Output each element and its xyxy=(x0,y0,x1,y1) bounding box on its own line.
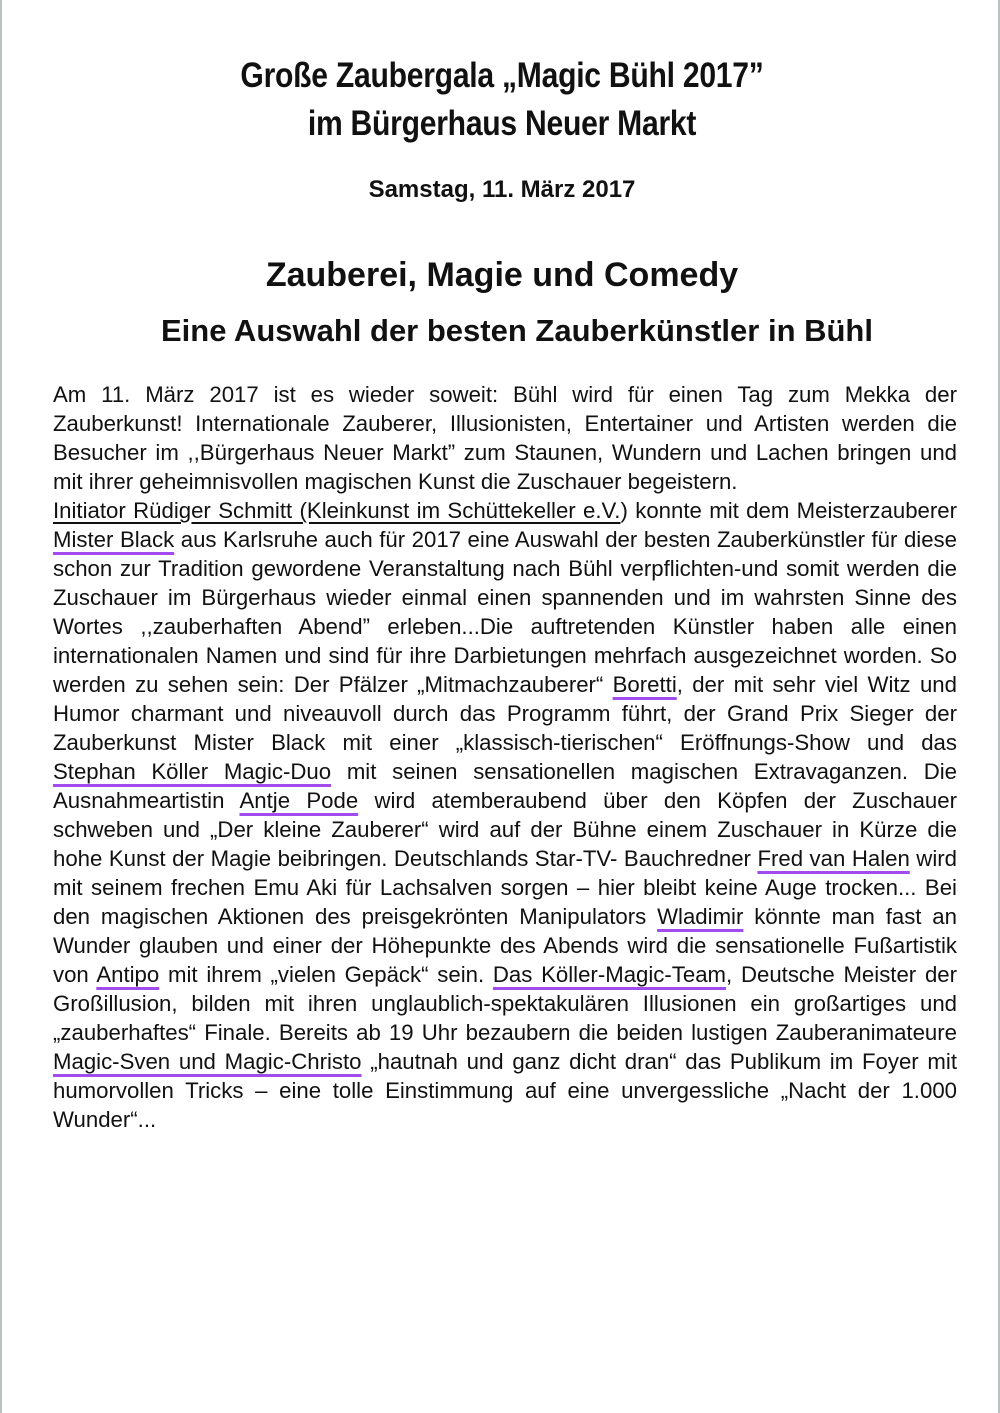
artist-antipo: Antipo xyxy=(96,962,160,987)
initiator-name: Initiator Rüdiger Schmitt (Kleinkunst im Schüttekeller e.V. xyxy=(53,498,621,523)
text-segment: „hautnah und ganz dicht dran“ das Publikum im Foyer mit humorvollen Tricks – eine tolle Einstimmung auf eine unvergessliche „Nacht der 1.000 Wunder“... xyxy=(53,1049,957,1132)
text-segment: , der mit sehr viel Witz und Humor charmant und niveauvoll durch das Programm führt, der Grand Prix Sieger der Zauberkunst Mister Black mit einer „klassisch-tierischen“ Eröffnungs-Show und das xyxy=(53,672,957,755)
artist-mister-black: Mister Black xyxy=(53,527,175,552)
artist-wladimir: Wladimir xyxy=(657,904,744,929)
text-segment: könnte man fast an Wunder glauben und einer der Höhepunkte des Abends wird die sensationelle Fußartistik von xyxy=(53,904,957,987)
event-venue: im Bürgerhaus Neuer Markt xyxy=(307,104,697,143)
text-segment: mit ihrem „vielen Gepäck“ sein. xyxy=(159,962,493,987)
artist-antje-pode: Antje Pode xyxy=(239,788,359,813)
text-segment: mit seinen sensationellen magischen Extravaganzen. Die Ausnahmeartistin xyxy=(53,759,957,813)
text-segment: aus Karlsruhe auch für 2017 eine Auswahl der besten Zauberkünstler für diese schon zur Tradition gewordene Veranstaltung nach Bühl verpflichten-und somit werden die Zuschauer im Bürgerhaus wieder einmal einen spannenden und im wahrsten Sinne des Wortes ,,zauberhaften Abend” erleben...Die auftretenden Künstler haben alle einen internationalen Namen und sind für ihre Darbietungen mehrfach ausgezeichnet worden. So werden zu sehen sein: Der Pfälzer „Mitmachzauberer“ xyxy=(53,527,957,697)
paragraph-intro: Am 11. März 2017 ist es wieder soweit: Bühl wird für einen Tag zum Mekka der Zauberkunst! Internationale Zauberer, Illusionisten, Entertainer und Artisten werden die Besucher im ,,Bürgerhaus Neuer Markt” zum Staunen, Wundern und Lachen bringen und mit ihrer geheimnisvollen magischen Kunst die Zuschauer begeistern. xyxy=(53,382,957,494)
artist-fred-van-halen: Fred van Halen xyxy=(757,846,910,871)
text-segment: wird atemberaubend über den Köpfen der Zuschauer schweben und „Der kleine Zauberer“ wird auf der Bühne einem Zuschauer in Kürze die hohe Kunst der Magie beibringen. Deutschlands Star-TV- Bauchredner xyxy=(53,788,957,871)
artist-magic-sven-christo: Magic-Sven und Magic-Christo xyxy=(53,1049,362,1074)
artist-koeller-team: Das Köller-Magic-Team xyxy=(492,962,727,987)
subheadline: Eine Auswahl der besten Zauberkünstler in Bühl xyxy=(161,313,873,348)
event-title: Große Zaubergala „Magic Bühl 2017” xyxy=(240,56,764,95)
artist-koeller-duo: Stephan Köller Magic-Duo xyxy=(53,759,332,784)
headline: Zauberei, Magie und Comedy xyxy=(265,256,739,294)
article-body xyxy=(53,380,957,1134)
text-segment: wird mit seinem frechen Emu Aki für Lachsalven sorgen – hier bleibt keine Auge trocken... Bei den magischen Aktionen des preisgekrönten Manipulators xyxy=(53,846,957,929)
paragraph-main xyxy=(53,496,957,1134)
text-segment: ) konnte mit dem Meisterzauberer xyxy=(620,498,957,523)
text-segment: , Deutsche Meister der Großillusion, bilden mit ihren unglaublich-spektakulären Illusionen ein großartiges und „zauberhaftes“ Finale. Bereits ab 19 Uhr bezaubern die beiden lustigen Zauberanimateure xyxy=(53,962,958,1045)
artist-boretti: Boretti xyxy=(612,672,677,697)
event-date: Samstag, 11. März 2017 xyxy=(368,176,636,203)
